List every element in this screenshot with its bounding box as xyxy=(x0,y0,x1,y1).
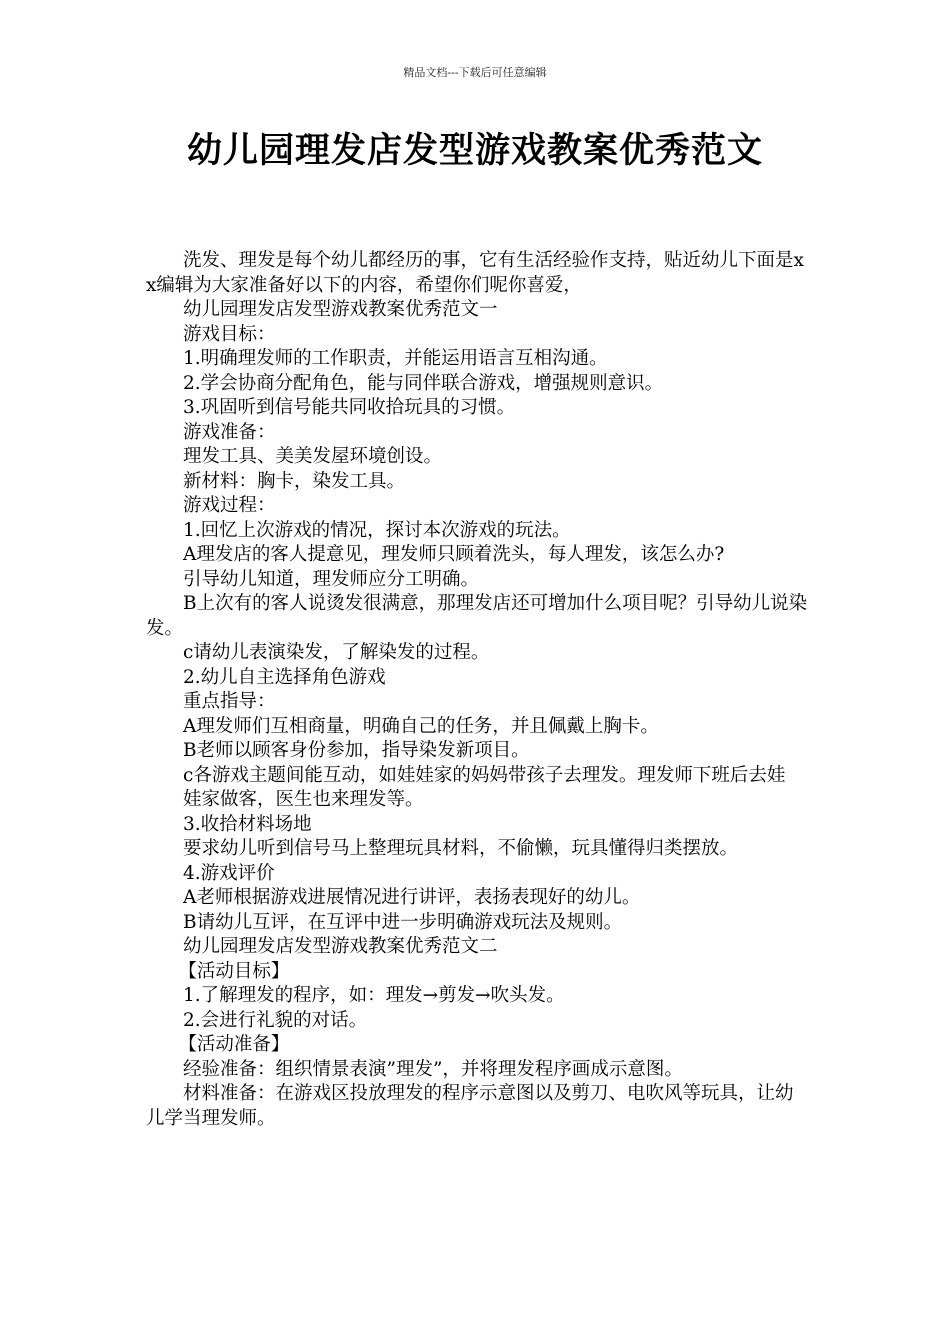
paragraph: c各游戏主题间能互动，如娃娃家的妈妈带孩子去理发。理发师下班后去娃 xyxy=(183,764,786,786)
paragraph: B上次有的客人说烫发很满意，那理发店还可增加什么项目呢？引导幼儿说染发。 xyxy=(146,593,808,639)
paragraph: 1.回忆上次游戏的情况，探讨本次游戏的玩法。 xyxy=(183,519,571,541)
paragraph: B请幼儿互评，在互评中进一步明确游戏玩法及规则。 xyxy=(183,911,623,933)
paragraph: 要求幼儿听到信号马上整理玩具材料，不偷懒，玩具懂得归类摆放。 xyxy=(183,838,739,859)
paragraph: 娃家做客，医生也来理发等。 xyxy=(183,789,424,810)
paragraph: 引导幼儿知道，理发师应分工明确。 xyxy=(183,568,480,590)
subsection-heading: 【活动准备】 xyxy=(178,1034,290,1055)
paragraph: 游戏准备： xyxy=(183,421,276,443)
paragraph: 洗发、理发是每个幼儿都经历的事，它有生活经验作支持，贴近幼儿下面是xx编辑为大家准备好以下的内容，希望你们呢你喜爱， xyxy=(146,250,804,296)
section-heading: 幼儿园理发店发型游戏教案优秀范文二 xyxy=(183,936,498,957)
paragraph: 1.了解理发的程序，如：理发→剪发→吹头发。 xyxy=(183,985,565,1006)
paragraph: 新材料：胸卡，染发工具。 xyxy=(183,470,406,492)
paragraph: 3.收拾材料场地 xyxy=(183,813,312,835)
paragraph: 1.明确理发师的工作职责，并能运用语言互相沟通。 xyxy=(183,348,608,369)
paragraph: A老师根据游戏进展情况进行讲评，表扬表现好的幼儿。 xyxy=(183,887,641,908)
document-title: 幼儿园理发店发型游戏教案优秀范文 xyxy=(186,130,763,171)
paragraph: c请幼儿表演染发，了解染发的过程。 xyxy=(183,642,490,663)
section-heading: 幼儿园理发店发型游戏教案优秀范文一 xyxy=(183,299,498,320)
paragraph: A理发店的客人提意见，理发师只顾着洗头，每人理发，该怎么办? xyxy=(183,544,725,565)
paragraph: B老师以顾客身份参加，指导染发新项目。 xyxy=(183,740,530,761)
paragraph: 游戏过程： xyxy=(183,495,276,516)
paragraph: 4.游戏评价 xyxy=(183,862,275,884)
paragraph: 理发工具、美美发屋环境创设。 xyxy=(183,446,443,467)
paragraph: 材料准备：在游戏区投放理发的程序示意图以及剪刀、电吹风等玩具，让幼儿学当理发师。 xyxy=(146,1083,794,1129)
paragraph: 2.会进行礼貌的对话。 xyxy=(183,1009,368,1031)
paragraph: 2.学会协商分配角色，能与同伴联合游戏，增强规则意识。 xyxy=(183,372,664,394)
subsection-heading: 【活动目标】 xyxy=(178,960,290,982)
paragraph: 重点指导： xyxy=(183,691,276,712)
paragraph: 3.巩固听到信号能共同收拾玩具的习惯。 xyxy=(183,397,516,418)
paragraph: 经验准备：组织情景表演”理发”，并将理发程序画成示意图。 xyxy=(183,1058,683,1080)
paragraph: 2.幼儿自主选择角色游戏 xyxy=(183,666,386,688)
paragraph: 游戏目标： xyxy=(183,323,276,345)
document-body xyxy=(146,249,808,1131)
paragraph: A理发师们互相商量，明确自己的任务，并且佩戴上胸卡。 xyxy=(183,715,659,737)
page-header-note: 精品文档---下载后可任意编辑 xyxy=(403,66,547,79)
